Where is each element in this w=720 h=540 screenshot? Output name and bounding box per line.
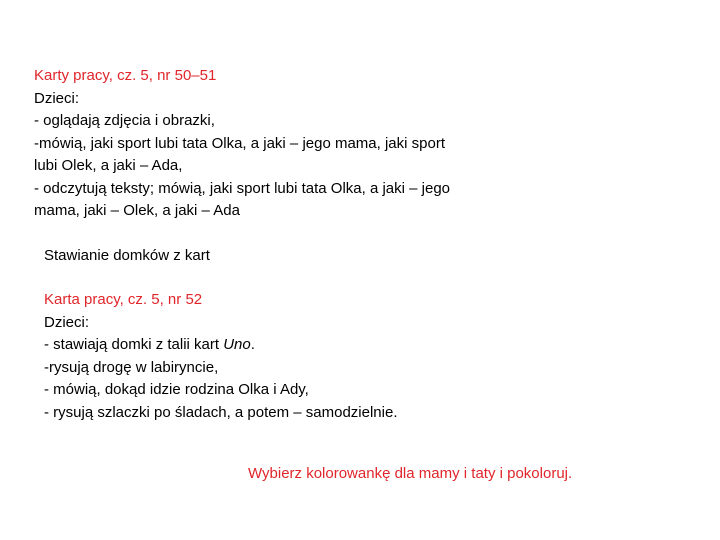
block-line: - rysują szlaczki po śladach, a potem – samodzielnie. <box>44 403 398 421</box>
instruction-text: Wybierz kolorowankę dla mamy i taty i pokoloruj. <box>248 465 573 482</box>
block-line: - oglądają zdjęcia i obrazki, <box>34 112 215 129</box>
block-heading: Karta pracy, cz. 5, nr 52 <box>44 291 203 308</box>
block-line-uno <box>44 334 484 357</box>
line-italic: Uno <box>223 336 251 353</box>
block-text: Stawianie domków z kart <box>44 247 210 264</box>
block-line: lubi Olek, a jaki – Ada, <box>34 157 183 174</box>
block-heading: Karty pracy, cz. 5, nr 50–51 <box>34 67 217 84</box>
activity-block-card-houses <box>44 245 444 268</box>
block-line: mama, jaki – Olek, a jaki – Ada <box>34 202 240 219</box>
block-line: -rysują drogę w labiryncie, <box>44 358 219 376</box>
block-line: - odczytują teksty; mówią, jaki sport lubi tata Olka, a jaki – jego <box>34 179 451 197</box>
block-line: Dzieci: <box>44 313 90 331</box>
block-line: Dzieci: <box>34 89 80 107</box>
block-line: -mówią, jaki sport lubi tata Olka, a jaki – jego mama, jaki sport <box>34 134 445 152</box>
activity-block-card-52 <box>44 289 484 424</box>
block-line: - mówią, dokąd idzie rodzina Olka i Ady, <box>44 381 309 398</box>
activity-block-cards-50-51 <box>34 65 514 223</box>
line-suffix: . <box>250 336 255 353</box>
line-prefix: - stawiają domki z talii kart <box>44 336 224 353</box>
coloring-instruction <box>248 463 668 486</box>
